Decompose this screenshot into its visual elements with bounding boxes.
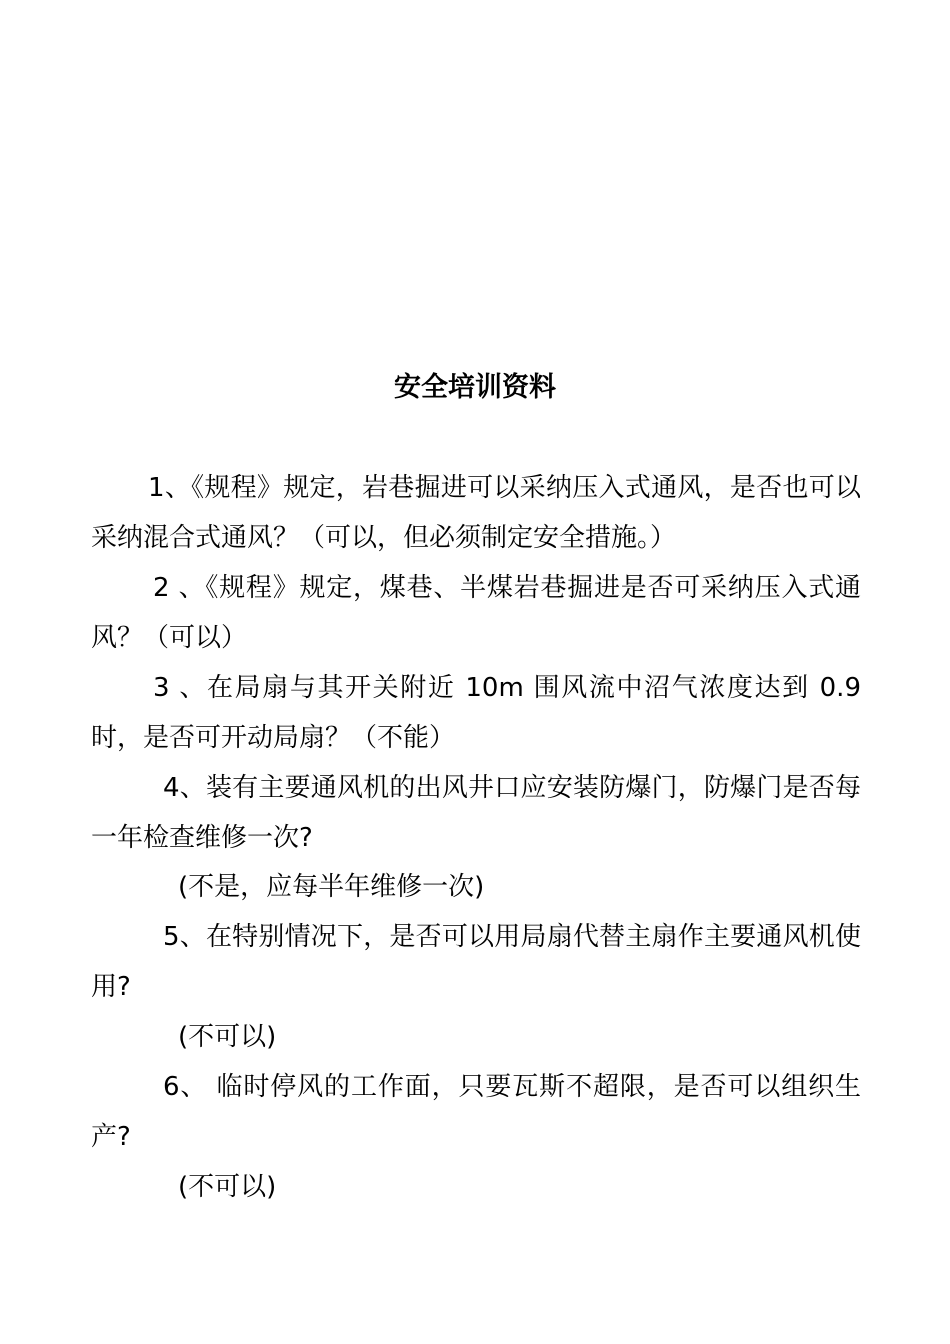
question-3: 3 、在局扇与其开关附近 10m 围风流中沼气浓度达到 0.9 时，是否可开动局扇？（不能） bbox=[91, 673, 861, 753]
question-6: 6、 临时停风的工作面，只要瓦斯不超限，是否可以组织生产? bbox=[91, 1072, 861, 1152]
answer-4: (不是，应每半年维修一次) bbox=[178, 872, 485, 902]
question-4: 4、装有主要通风机的出风井口应安装防爆门，防爆门是否每一年检查维修一次? bbox=[91, 773, 861, 853]
question-5: 5、在特别情况下，是否可以用局扇代替主扇作主要通风机使用? bbox=[91, 922, 861, 1002]
question-2: 2 、《规程》规定，煤巷、半煤岩巷掘进是否可采纳压入式通风？（可以） bbox=[91, 573, 861, 653]
answer-6: (不可以) bbox=[178, 1172, 277, 1202]
answer-5: (不可以) bbox=[178, 1022, 277, 1052]
document-title: 安全培训资料 bbox=[394, 372, 556, 403]
question-1: 1、《规程》规定，岩巷掘进可以采纳压入式通风，是否也可以采纳混合式通风？（可以，但必须制定安全措施。） bbox=[91, 473, 861, 553]
